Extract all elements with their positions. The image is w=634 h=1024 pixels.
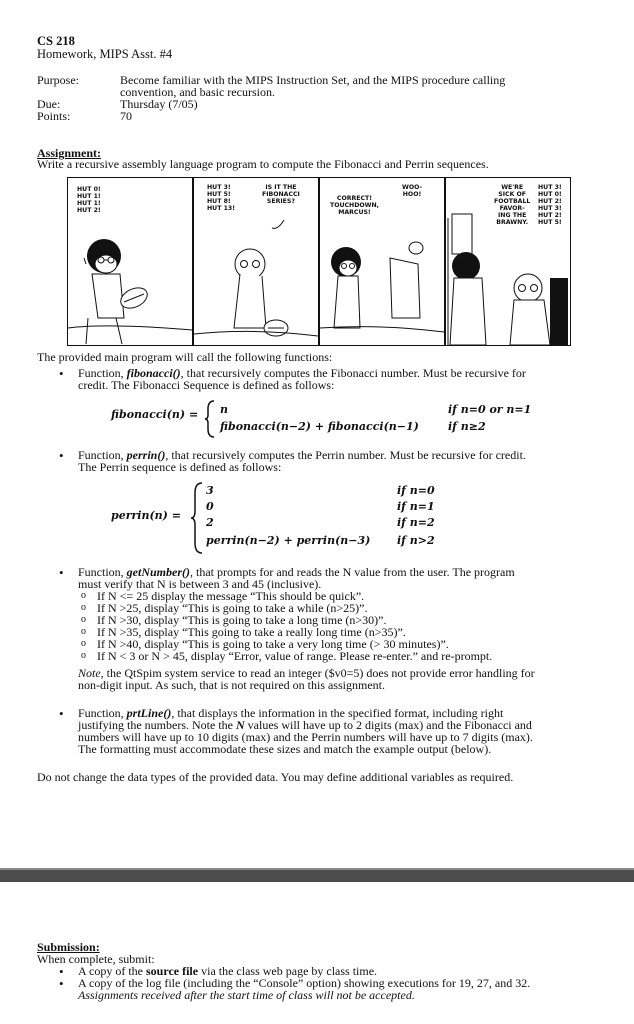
late-policy: Assignments received after the start time of class will not be accepted. (78, 988, 415, 1002)
prtline-bullet: • Function, prtLine(), that displays the information in the specified format, including right (78, 707, 503, 720)
prtline-text-4: The formatting must accommodate these sizes and match the example output (below). (78, 742, 492, 756)
fibonacci-text-2: credit. The Fibonacci Sequence is defined as follows: (78, 378, 335, 392)
fibonacci-cond-1: if n=0 or n=1 (448, 403, 532, 416)
closing-text: Do not change the data types of the provided data. You may define additional variables as required. (37, 770, 514, 784)
fibonacci-case-2: fibonacci(n−2) + fibonacci(n−1) (220, 420, 419, 433)
speech-bubble: CORRECT! TOUCHDOWN, MARCUS! (330, 195, 379, 216)
assignment-heading: Assignment: (37, 146, 102, 160)
getnumber-sub-item: o If N >40, display “This is going to take a very long time (> 30 minutes)”. (97, 638, 449, 651)
speech-bubble: WE'RE SICK OF FOOTBALL FAVOR- ING THE BRAWNY. (494, 184, 531, 226)
purpose-text-2: convention, and basic recursion. (120, 85, 275, 99)
speech-bubble: HUT 3! HUT 0! HUT 2! HUT 3! HUT 2! HUT 5! (538, 184, 562, 226)
team-huddle-drawing (446, 178, 570, 345)
due-value: Thursday (7/05) (120, 97, 198, 111)
perrin-cond-2: if n=1 (397, 500, 435, 513)
perrin-case-4: perrin(n−2) + perrin(n−3) (206, 534, 371, 547)
getnumber-sub-item: o If N < 3 or N > 45, display “Error, value of range. Please re-enter.” and re-prompt. (97, 650, 492, 663)
getnumber-sub-item: o If N >35, display “This going to take a really long time (n>35)”. (97, 626, 406, 639)
page-title: Homework, MIPS Asst. #4 (37, 47, 173, 61)
prtline-text-3: numbers will have up to 10 digits (max) and the Perrin numbers will have up to 7 digits (max). (78, 730, 533, 744)
comic-panel-1 (67, 177, 193, 346)
submission-item: • A copy of the log file (including the “Console” option) showing executions for 19, 27, and 32. (78, 977, 530, 990)
boy-and-teammate-drawing (194, 178, 318, 345)
speech-bubble: WOO- HOO! (402, 184, 423, 198)
page-divider (0, 868, 634, 882)
perrin-bullet: • Function, perrin(), that recursively computes the Perrin number. Must be recursive for credit. (78, 449, 526, 462)
getnumber-sub-item: o If N >30, display “This is going to take a long time (n>30)”. (97, 614, 386, 627)
prtline-text-2: justifying the numbers. Note the N values will have up to 2 digits (max) and the Fibonacci and (78, 718, 532, 732)
getnumber-sub-item: o If N >25, display “This is going to take a while (n>25)”. (97, 602, 367, 615)
assignment-text: Write a recursive assembly language program to compute the Fibonacci and Perrin sequences. (37, 157, 489, 171)
speech-bubble: HUT 0! HUT 1! HUT 1! HUT 2! (77, 186, 101, 214)
fibonacci-bullet: • Function, fibonacci(), that recursively computes the Fibonacci number. Must be recursive for (78, 367, 526, 380)
perrin-text-2: The Perrin sequence is defined as follows: (78, 460, 282, 474)
getnumber-text-2: must verify that N is between 3 and 45 (inclusive). (78, 577, 322, 591)
perrin-brace (190, 481, 204, 555)
getnumber-note: Note, the QtSpim system service to read an integer ($v0=5) does not provide error handling for (78, 666, 535, 680)
course-code: CS 218 (37, 34, 75, 48)
submission-intro: When complete, submit: (37, 952, 155, 966)
comic-panel-2 (193, 177, 319, 346)
purpose-label: Purpose: (37, 73, 79, 87)
points-label: Points: (37, 109, 71, 123)
perrin-cond-4: if n>2 (397, 534, 435, 547)
perrin-case-3: 2 (206, 516, 214, 529)
getnumber-bullet: • Function, getNumber(), that prompts for and reads the N value from the user. The program (78, 566, 515, 579)
perrin-formula-lhs: perrin(n) = (111, 509, 181, 522)
touchdown-scene-drawing (320, 178, 444, 345)
perrin-case-1: 3 (206, 484, 214, 497)
getnumber-sub-item: o If N <= 25 display the message “This should be quick”. (97, 590, 364, 603)
boy-with-football-drawing (68, 178, 192, 345)
perrin-cond-3: if n=2 (397, 516, 435, 529)
perrin-cond-1: if n=0 (397, 484, 435, 497)
fibonacci-brace (204, 399, 216, 439)
intro-text: The provided main program will call the following functions: (37, 350, 333, 364)
submission-heading: Submission: (37, 940, 100, 954)
points-value: 70 (120, 109, 132, 123)
fibonacci-cond-2: if n≥2 (448, 420, 486, 433)
speech-bubble: HUT 3! HUT 5! HUT 8! HUT 13! (207, 184, 236, 212)
comic-panel-3 (319, 177, 445, 346)
purpose-text-1: Become familiar with the MIPS Instruction Set, and the MIPS procedure calling (120, 73, 506, 87)
perrin-case-2: 0 (206, 500, 214, 513)
fibonacci-formula-lhs: fibonacci(n) = (111, 408, 199, 421)
submission-item: • A copy of the source file via the class web page by class time. (78, 965, 377, 978)
getnumber-note-2: non-digit input. As such, that is not required on this assignment. (78, 678, 385, 692)
fibonacci-case-1: n (220, 403, 228, 416)
speech-bubble: IS IT THE FIBONACCI SERIES? (262, 184, 300, 205)
comic-panel-4 (445, 177, 571, 346)
due-label: Due: (37, 97, 61, 111)
